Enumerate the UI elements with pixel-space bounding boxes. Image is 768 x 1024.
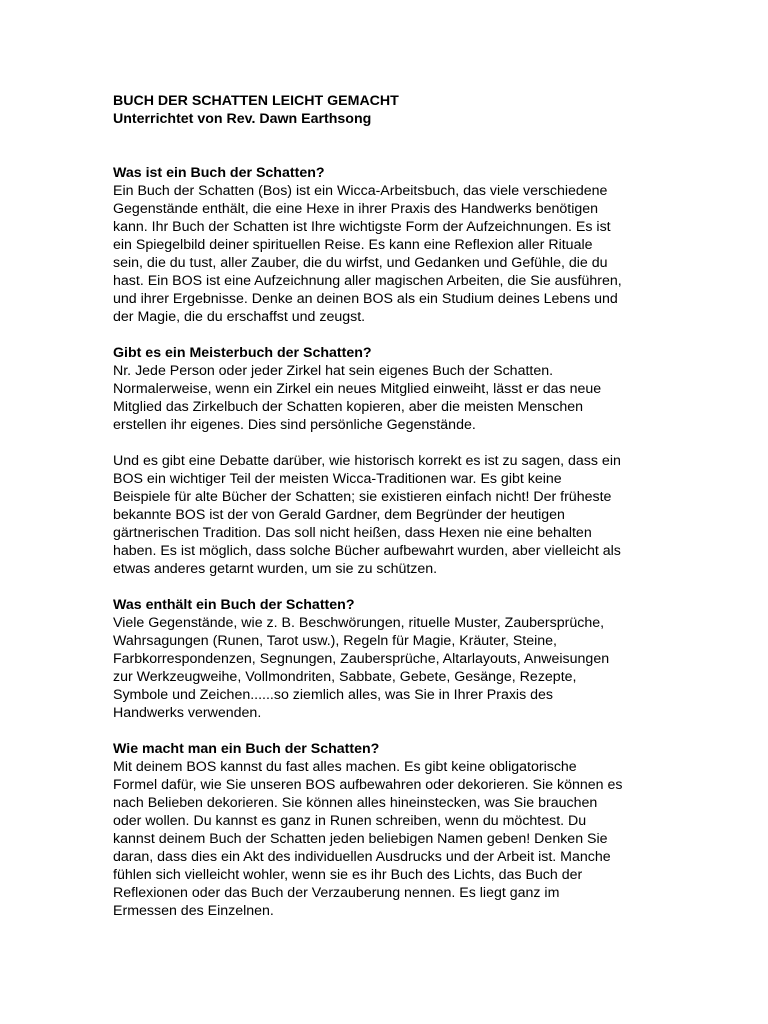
text-line: Gegenstände enthält, die eine Hexe in ihrer Praxis des Handwerks benötigen — [113, 201, 599, 217]
text-line: Normalerweise, wenn ein Zirkel ein neues Mitglied einweiht, lässt er das neue — [113, 381, 602, 397]
document-subtitle: Unterrichtet von Rev. Dawn Earthsong — [113, 111, 372, 127]
text-line: bekannte BOS ist der von Gerald Gardner, dem Begründer der heutigen — [113, 507, 565, 523]
text-line: Beispiele für alte Bücher der Schatten; sie existieren einfach nicht! Der früheste — [113, 489, 612, 505]
section-2 — [113, 344, 658, 434]
document-title: BUCH DER SCHATTEN LEICHT GEMACHT — [113, 93, 399, 109]
section-5 — [113, 740, 658, 920]
section-4 — [113, 596, 658, 722]
section-1 — [113, 164, 658, 326]
text-line: Reflexionen oder das Buch der Verzauberung nennen. Es liegt ganz im — [113, 885, 560, 901]
text-line: Und es gibt eine Debatte darüber, wie historisch korrekt es ist zu sagen, dass ein — [113, 453, 621, 469]
section-text — [113, 614, 658, 722]
section-heading: Was enthält ein Buch der Schatten? — [113, 597, 355, 613]
text-line: Viele Gegenstände, wie z. B. Beschwörungen, rituelle Muster, Zaubersprüche, — [113, 615, 605, 631]
section-text — [113, 758, 658, 920]
text-line: Symbole und Zeichen......so ziemlich alles, was Sie in Ihrer Praxis des — [113, 687, 553, 703]
text-line: hast. Ein BOS ist eine Aufzeichnung aller magischen Arbeiten, die Sie ausführen, — [113, 273, 622, 289]
text-line: fühlen sich vielleicht wohler, wenn sie es ihr Buch des Lichts, das Buch der — [113, 867, 583, 883]
section-text — [113, 452, 658, 578]
section-3 — [113, 452, 658, 578]
document-page — [113, 92, 658, 938]
text-line: haben. Es ist möglich, dass solche Bücher aufbewahrt wurden, aber vielleicht als — [113, 543, 621, 559]
text-line: Handwerks verwenden. — [113, 705, 262, 721]
text-line: zur Werkzeugweihe, Vollmondriten, Sabbate, Gebete, Gesänge, Rezepte, — [113, 669, 577, 685]
text-line: erstellen ihr eigenes. Dies sind persönliche Gegenstände. — [113, 417, 476, 433]
text-line: Ein Buch der Schatten (Bos) ist ein Wicca-Arbeitsbuch, das viele verschiedene — [113, 183, 608, 199]
text-line: der Magie, die du erschaffst und zeugst. — [113, 309, 366, 325]
text-line: Ermessen des Einzelnen. — [113, 903, 274, 919]
text-line: ein Spiegelbild deiner spirituellen Reise. Es kann eine Reflexion aller Rituale — [113, 237, 593, 253]
text-line: gärtnerischen Tradition. Das soll nicht heißen, dass Hexen nie eine behalten — [113, 525, 592, 541]
text-line: oder wollen. Du kannst es ganz in Runen schreiben, wenn du möchtest. Du — [113, 813, 587, 829]
text-line: sein, die du tust, aller Zauber, die du wirfst, und Gedanken und Gefühle, die du — [113, 255, 608, 271]
text-line: und ihrer Ergebnisse. Denke an deinen BOS als ein Studium deines Lebens und — [113, 291, 618, 307]
text-line: daran, dass dies ein Akt des individuellen Ausdrucks und der Arbeit ist. Manche — [113, 849, 611, 865]
section-text — [113, 362, 658, 434]
text-line: Farbkorrespondenzen, Segnungen, Zaubersprüche, Altarlayouts, Anweisungen — [113, 651, 610, 667]
text-line: kann. Ihr Buch der Schatten ist Ihre wichtigste Form der Aufzeichnungen. Es ist — [113, 219, 611, 235]
text-line: Nr. Jede Person oder jeder Zirkel hat sein eigenes Buch der Schatten. — [113, 363, 554, 379]
text-line: etwas anderes getarnt wurden, um sie zu schützen. — [113, 561, 438, 577]
text-line: Mit deinem BOS kannst du fast alles machen. Es gibt keine obligatorische — [113, 759, 577, 775]
section-heading: Wie macht man ein Buch der Schatten? — [113, 741, 380, 757]
section-heading: Gibt es ein Meisterbuch der Schatten? — [113, 345, 372, 361]
text-line: Mitglied das Zirkelbuch der Schatten kopieren, aber die meisten Menschen — [113, 399, 584, 415]
document-body — [113, 164, 658, 920]
text-line: kannst deinem Buch der Schatten jeden beliebigen Namen geben! Denken Sie — [113, 831, 608, 847]
section-text — [113, 182, 658, 326]
text-line: Wahrsagungen (Runen, Tarot usw.), Regeln für Magie, Kräuter, Steine, — [113, 633, 557, 649]
text-line: nach Belieben dekorieren. Sie können alles hineinstecken, was Sie brauchen — [113, 795, 598, 811]
text-line: Formel dafür, wie Sie unseren BOS aufbewahren oder dekorieren. Sie können es — [113, 777, 623, 793]
section-heading: Was ist ein Buch der Schatten? — [113, 165, 325, 181]
text-line: BOS ein wichtiger Teil der meisten Wicca-Traditionen war. Es gibt keine — [113, 471, 562, 487]
